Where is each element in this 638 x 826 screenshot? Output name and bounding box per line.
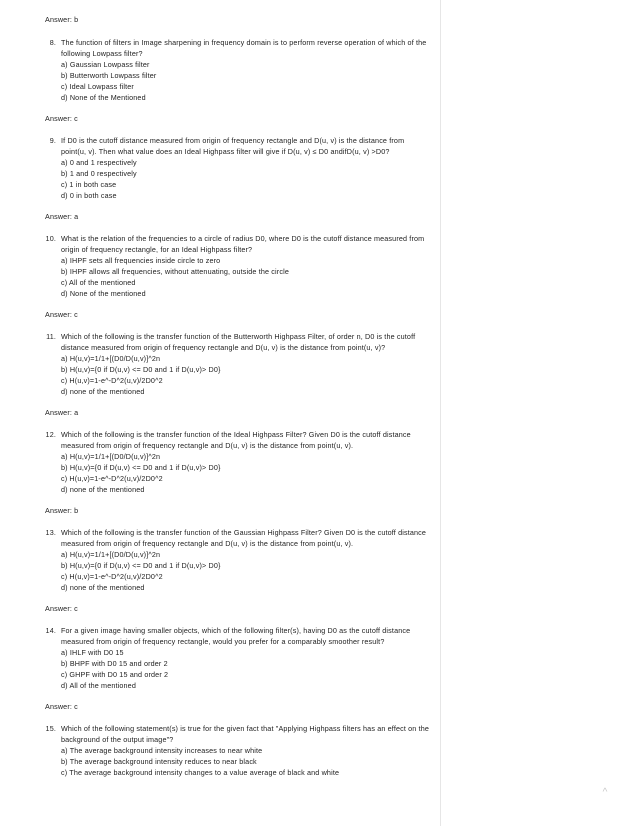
question-body [56,429,430,495]
question-text: Which of the following is the transfer function of the Butterworth Highpass Filter, of order n, D0 is the cutoff distance measured from origin of frequency rectangle and D(u, v) is the distance from point(u, v)? [61,332,416,352]
chevron-up-icon[interactable]: ^ [602,787,608,798]
question-body [56,625,430,691]
document-content [45,14,430,789]
answer-text: Answer: a [45,408,79,417]
question-body [56,331,430,397]
answer-option: b) H(u,v)={0 if D(u,v) <= D0 and 1 if D(u,v)> D0} [61,365,221,374]
answer-option: b) H(u,v)={0 if D(u,v) <= D0 and 1 if D(u,v)> D0} [61,561,221,570]
answer-option: a) IHLF with D0 15 [61,648,124,657]
answer-option: d) none of the mentioned [61,485,145,494]
question-block [45,527,430,614]
answer-text: Answer: c [45,310,78,319]
question-number: 11. [46,332,56,341]
question-number: 12. [45,430,56,439]
answer-option: d) None of the Mentioned [61,93,146,102]
option-list [61,647,430,691]
option-list [61,353,430,397]
answer-option: d) None of the mentioned [61,289,146,298]
question-block [45,331,430,418]
question-item [45,135,430,201]
question-item [45,37,430,103]
answer-option: b) The average background intensity reduces to near black [61,757,257,766]
option-list [61,549,430,593]
answer-option: c) The average background intensity changes to a value average of black and white [61,768,340,777]
answer-option: c) All of the mentioned [61,278,136,287]
option-list [61,157,430,201]
question-text: The function of filters in Image sharpening in frequency domain is to perform reverse operation of which of the following Lowpass filter? [61,38,427,58]
question-block [45,233,430,320]
answer-option: a) The average background intensity increases to near white [61,746,263,755]
question-item [45,625,430,691]
question-body [56,233,430,299]
answer-option: c) 1 in both case [61,180,117,189]
answer-option: d) All of the mentioned [61,681,136,690]
question-item [45,429,430,495]
question-number: 13. [45,528,56,537]
answer-text: Answer: b [45,506,79,515]
answer-option: d) none of the mentioned [61,387,145,396]
answer-text: Answer: b [45,15,79,24]
answer-option: c) H(u,v)=1-e^-D^2(u,v)/2D0^2 [61,572,163,581]
question-text: If D0 is the cutoff distance measured from origin of frequency rectangle and D(u, v) is the distance from point(u, v). Then what value does an Ideal Highpass filter will give if D(u, v) ≤ D0 andifD(u, v) >D0? [61,136,405,156]
answer-option: c) Ideal Lowpass filter [61,82,134,91]
answer-option: b) H(u,v)={0 if D(u,v) <= D0 and 1 if D(u,v)> D0} [61,463,221,472]
answer-option: b) IHPF allows all frequencies, without attenuating, outside the circle [61,267,289,276]
question-body [56,527,430,593]
option-list [61,255,430,299]
answer-text: Answer: c [45,114,78,123]
question-number: 14. [45,626,56,635]
answer-option: c) H(u,v)=1-e^-D^2(u,v)/2D0^2 [61,474,163,483]
question-item [45,723,430,778]
answer-option: a) H(u,v)=1/1+[(D0/D(u,v)]^2n [61,550,161,559]
question-body [56,135,430,201]
answer-option: a) H(u,v)=1/1+[(D0/D(u,v)]^2n [61,354,161,363]
answer-option: b) BHPF with D0 15 and order 2 [61,659,168,668]
question-number: 15. [45,724,56,733]
answer-option: b) 1 and 0 respectively [61,169,137,178]
question-block [45,625,430,712]
answer-option: c) H(u,v)=1-e^-D^2(u,v)/2D0^2 [61,376,163,385]
question-text: For a given image having smaller objects, which of the following filter(s), having D0 as the cutoff distance measured from origin of frequency rectangle, would you prefer for a comparably smoother result? [61,626,411,646]
question-text: Which of the following statement(s) is true for the given fact that "Applying Highpass filters has an effect on the background of the output image"? [61,724,430,744]
answer-option: c) GHPF with D0 15 and order 2 [61,670,169,679]
answer-option: a) 0 and 1 respectively [61,158,137,167]
answer-text: Answer: c [45,604,78,613]
question-body [56,723,430,778]
question-list [45,37,430,778]
question-number: 9. [49,136,56,145]
question-text: Which of the following is the transfer function of the Gaussian Highpass Filter? Given D0 is the cutoff distance measured from origin of frequency rectangle and D(u, v) is the distance from point(u, v). [61,528,427,548]
question-text: What is the relation of the frequencies to a circle of radius D0, where D0 is the cutoff distance measured from origin of frequency rectangle, for an Ideal Highpass filter? [61,234,425,254]
answer-option: b) Butterworth Lowpass filter [61,71,157,80]
option-list [61,59,430,103]
answer-option: a) IHPF sets all frequencies inside circle to zero [61,256,221,265]
question-item [45,233,430,299]
question-block [45,135,430,222]
answer-text: Answer: a [45,212,79,221]
question-number: 8. [49,38,56,47]
question-block [45,723,430,778]
answer-option: d) none of the mentioned [61,583,145,592]
question-item [45,331,430,397]
answer-text: Answer: c [45,702,78,711]
question-item [45,527,430,593]
option-list [61,451,430,495]
question-text: Which of the following is the transfer function of the Ideal Highpass Filter? Given D0 is the cutoff distance measured from origin of frequency rectangle and D(u, v) is the distance from point(u, v). [61,430,411,450]
answer-option: a) Gaussian Lowpass filter [61,60,150,69]
question-number: 10. [45,234,56,243]
question-body [56,37,430,103]
question-block [45,429,430,516]
answer-option: d) 0 in both case [61,191,117,200]
answer-option: a) H(u,v)=1/1+[(D0/D(u,v)]^2n [61,452,161,461]
question-block [45,37,430,124]
option-list [61,745,430,778]
